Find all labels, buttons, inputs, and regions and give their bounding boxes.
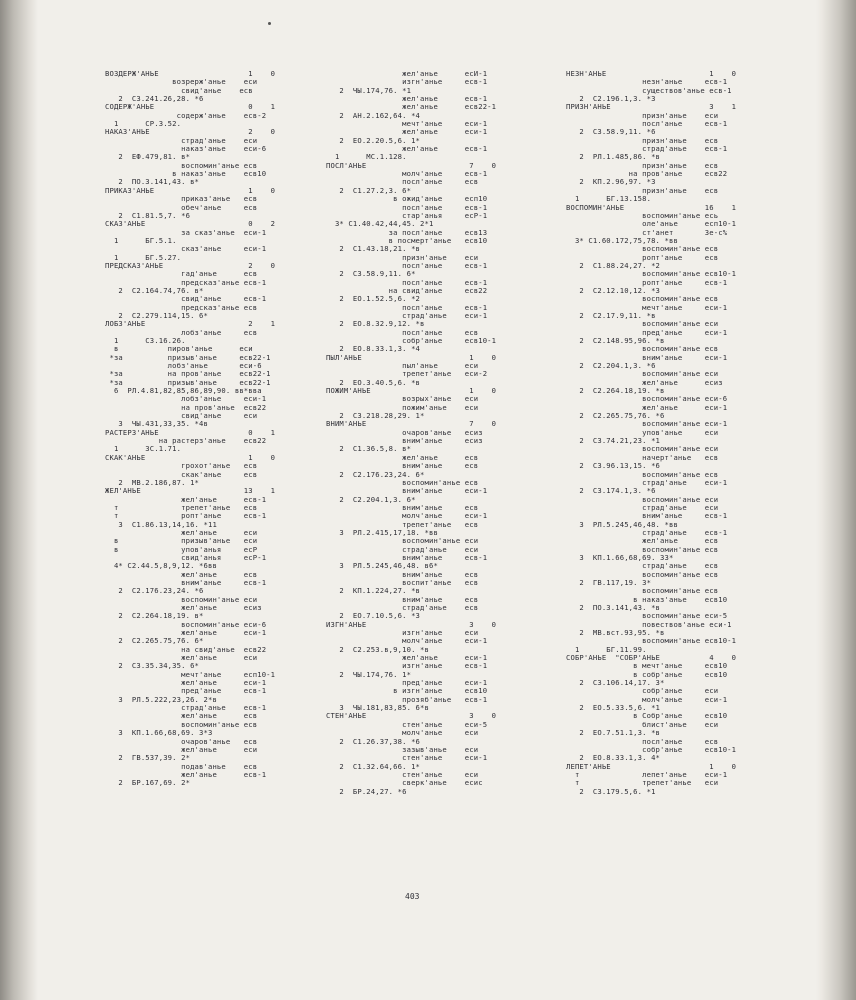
index-line: 2 С3.35.34,35. 6* [105,661,200,671]
index-line: изгн'анье есв-1 [326,661,488,671]
index-line: воспомин'анье есв [566,244,719,254]
index-line: трепет'анье есв [326,519,479,529]
index-line: свид'анье есв [105,85,253,95]
index-line: обеч'анье есв [105,202,258,212]
index-line: 3 КП.1.66,68,69. 3*3 [105,728,213,738]
index-line: 3 РЛ.2.415,17,18. *вв [326,527,438,537]
index-line: воспомин'анье еси-1 [566,419,728,429]
index-line: жел'анье есиз [566,377,723,387]
index-line: пред'анье еси-1 [326,678,488,688]
index-line: пред'анье есв-1 [105,686,267,696]
index-line: за посл'анье есв13 [326,227,488,237]
index-line: воспомин'анье есв [105,719,258,729]
index-line: *за призыв'анье есв22-1 [105,352,271,362]
index-line: 2 С1.32.64,66. 1* [326,761,421,771]
index-line: в мечт'анье есв10 [566,661,728,671]
index-line: жел'анье есв-1 [326,94,488,104]
index-line: воспомин'анье еси-6 [566,394,728,404]
index-line: стен'анье еси-1 [326,753,488,763]
index-line: молч'анье еси-1 [326,636,488,646]
page-gutter-right [816,0,856,1000]
index-line: жел'анье есв [105,569,258,579]
index-line: блист'анье еси [566,719,719,729]
index-line: жел'анье есв-1 [105,494,267,504]
index-line: жел'анье есИ-1 [326,69,488,78]
index-line: трепет'анье еси-2 [326,369,488,379]
index-line: посл'анье есв-1 [326,260,488,270]
index-line: возрерж'анье еси [105,77,258,87]
index-line: мечт'анье еси-1 [566,302,728,312]
index-line: вним'анье есиз [326,436,483,446]
index-line: начерт'анье есв [566,452,719,462]
index-line: жел'анье еси [105,653,258,663]
index-line: наказ'анье еси-6 [105,144,267,154]
index-line: пред'анье еси-1 [566,327,728,337]
index-line: 2 АН.2.162,64. *4 [326,110,421,120]
index-line: пожим'анье еси [326,402,479,412]
index-line: существов'анье есв-1 [566,85,732,95]
index-line: 2 С2.264.18,19. *в [566,386,665,396]
index-line: воспомин'анье есв [566,294,719,304]
index-line: воспомин'анье есв [105,160,258,170]
index-line: в посмерт'анье есв10 [326,235,488,245]
index-line: возрых'анье еси [326,394,479,404]
index-line: жел'анье еси-1 [326,127,488,137]
index-line: жел'анье есиз [105,603,262,612]
index-line: изгн'анье еси [326,628,479,638]
index-column-2 [326,70,496,796]
index-line: РАСТЕРЗ'АНЬЕ 0 1 [105,427,276,437]
index-line: пыл'анье еси [326,361,479,371]
index-line: вним'анье есв [326,594,479,604]
index-line: собр'анье есв10-1 [326,336,497,345]
index-line: жел'анье еси-1 [326,653,488,663]
index-line: подав'анье есв [105,761,258,771]
index-line: незн'анье есв-1 [566,77,728,87]
index-line: воспомин'анье еси [326,536,479,546]
index-line: предсказ'анье есв-1 [105,277,267,287]
index-line: страд'анье еси-1 [326,310,488,320]
index-line: грохот'анье есв [105,461,258,471]
index-line: сказ'анье еси-1 [105,244,267,254]
index-line: 2 ЕО.7.10.5,6. *3 [326,611,421,621]
index-line: воспомин'анье есв [566,544,719,554]
index-line: посл'анье есв-1 [566,119,728,129]
index-line: повествов'анье еси-1 [566,619,732,629]
index-line: 2 МВ.вст.93,95. *в [566,628,665,638]
index-line: собр'анье есв10-1 [566,744,737,754]
index-line: вним'анье есв-1 [326,552,488,562]
index-line: упов'анье еси [566,427,719,437]
index-line: 1 БГ.13.158. [566,194,652,204]
index-line: в пиров'анье еси [105,344,253,354]
index-line: воспомин'анье еси [105,594,258,604]
index-line: страд'анье есв [326,603,479,612]
index-line: вним'анье есв-1 [566,511,728,521]
index-line: 2 С2.176.23,24. *6 [105,586,204,596]
index-line: 2 ПО.3.141,43. *в [566,603,661,612]
index-line: 2 МВ.2.186,87. 1* [105,477,200,487]
index-line: свид'анья есР-1 [105,552,267,562]
index-line: *за призыв'анье есв22-1 [105,377,271,387]
index-line: страд'анье еси [326,544,479,554]
index-line: вним'анье есв-1 [105,577,267,587]
index-line: сверк'анье есис [326,778,483,788]
index-line: 1 БГ.5.27. [105,252,182,262]
index-line: воспомин'анье есв10-1 [566,636,737,646]
index-line: 2 С2.279.114,15. 6* [105,310,208,320]
index-line: прозяб'анье есв-1 [326,694,488,704]
index-line: т трепет'анье еси [566,778,719,788]
index-line: 2 С3.96.13,15. *6 [566,461,661,471]
index-line: 3* С1.60.172,75,78. *вв [566,235,678,245]
index-line: т лепет'анье еси-1 [566,769,728,779]
index-line: в Собр'анье есв10 [566,711,728,721]
index-line: призн'анье еси [326,252,479,262]
index-line: страд'анье есв-1 [105,703,267,713]
index-line: ИЗГН'АНЬЕ 3 0 [326,619,497,629]
index-line: 1 С3.16.26. [105,336,186,345]
index-line: страд'анье есв-1 [566,527,728,537]
index-line: жел'анье еси-1 [105,678,267,688]
index-line: 2 ЧЫ.174,76. 1* [326,669,412,679]
index-line: 3 ЧЫ.431,33,35. *4в [105,419,208,429]
index-line: 2 ЕО.7.51.1,3. *в [566,728,661,738]
index-line: 2 РЛ.1.485,86. *в [566,152,661,162]
index-line: ВНИМ'АНЬЕ 7 0 [326,419,497,429]
index-line: т ропт'анье есв-1 [105,511,267,521]
index-line: предсказ'анье есв [105,302,258,312]
index-line: *за на пров'анье есв22-1 [105,369,271,379]
index-line: жел'анье есв [105,711,258,721]
index-line: воспомин'анье еси [566,494,719,504]
index-line: 3 РЛ.5.245,46,48. *вв [566,519,678,529]
index-line: скак'анье есв [105,469,258,479]
index-line: 2 ГВ.537,39. 2* [105,753,191,763]
index-line: жел'анье есв [326,452,479,462]
index-line: 2 С2.265.75,76. 6* [105,636,204,646]
index-line: вним'анье еси-1 [326,486,488,496]
index-line: в призыв'анье еси [105,536,258,546]
index-line: ПРИЗН'АНЬЕ 3 1 [566,102,737,112]
index-line: посл'анье есв-1 [326,202,488,212]
index-line: воспомин'анье есв [326,477,479,487]
index-line: воспомин'анье еси-6 [105,619,267,629]
index-line: воспомин'анье есв [566,344,719,354]
index-line: 2 С3.106.14,17. 3* [566,678,665,688]
index-line: 2 С3.241.26,28. *6 [105,94,204,104]
index-line: на пров'анье есв22 [566,169,728,179]
index-line: 2 ЕО.8.33.1,3. 4* [566,753,661,763]
index-line: воспомин'анье еси [566,369,719,379]
index-line: свид'анье еси [105,411,258,421]
index-line: лобз'анье еси-6 [105,361,262,371]
index-line: ст'анет Зе-с% [566,227,728,237]
speck [268,22,271,25]
index-line: воспомин'анье есь [566,210,719,220]
index-line: 2 ГВ.117,19. 3* [566,577,652,587]
index-line: воспомин'анье есв [566,469,719,479]
index-line: жел'анье еси [105,744,258,754]
index-line: очаров'анье есв [105,736,258,746]
index-line: СОБР'АНЬЕ "СОБР'АНЬЕ 4 0 [566,653,737,663]
index-line: призн'анье еси [566,110,719,120]
index-line: лобз'анье есв [105,327,258,337]
index-line: т трепет'анье есв [105,502,258,512]
index-line: в упов'анья есР [105,544,258,554]
index-line: 3* С1.40.42,44,45. 2*1 [326,219,434,229]
index-line: 2 БР.167,69. 2* [105,778,191,788]
index-line: жел'анье еси-1 [566,402,728,412]
index-line: 2 ЕО.8.33.1,3. *4 [326,344,421,354]
index-line: 4* С2.44.5,8,9,12. *6вв [105,561,217,571]
index-line: приказ'анье есв [105,194,258,204]
index-line: 2 С2.164.74,76. в* [105,285,204,295]
index-line: 3 РЛ.5.245,46,48. в6* [326,561,438,571]
index-line: на растерз'анье есв22 [105,436,267,446]
index-line: 2 С2.12.10,12. *3 [566,285,661,295]
index-line: мечт'анье есп10-1 [105,669,276,679]
index-line: ПЫЛ'АНЬЕ 1 0 [326,352,497,362]
index-line: молч'анье еси-1 [566,694,728,704]
index-line: стен'анье еси [326,769,479,779]
index-line: за сказ'анье еси-1 [105,227,267,237]
index-line: собр'анье еси [566,686,719,696]
index-line: изгн'анье есв-1 [326,77,488,87]
index-line: жел'анье есв22-1 [326,102,497,112]
index-line: ПРИКАЗ'АНЬЕ 1 0 [105,185,276,195]
index-line: страд'анье еси-1 [566,477,728,487]
index-line: 1 МС.1.128. [326,152,407,162]
index-line: 2 С2.196.1,3. *3 [566,94,656,104]
index-line: на свид'анье есв22 [326,285,488,295]
index-line: 2 ЕО.3.40.5,6. *в [326,377,421,387]
index-line: 2 С2.204.1,3. 6* [326,494,416,504]
index-line: воспомин'анье еси [566,444,719,454]
index-line: 2 ЕО.8.32.9,12. *в [326,319,425,329]
index-line: воспит'анье есв [326,577,479,587]
index-line: 2 БР.24,27. *6 [326,786,407,796]
index-line: 2 С2.176.23,24. 6* [326,469,425,479]
index-line: ПОСЛ'АНЬЕ 7 0 [326,160,497,170]
index-line: жел'анье есв-1 [326,144,488,154]
index-column-1 [105,70,275,788]
index-line: СОДЕРЖ'АНЬЕ 0 1 [105,102,276,112]
index-line: 2 С2.265.75,76. *6 [566,411,665,421]
index-line: 6 РЛ.4.81,82,85,86,89,90. вв*вва [105,386,262,396]
index-line: жел'анье есв [566,536,719,546]
index-line: 2 С2.264.18,19. в* [105,611,204,621]
index-line: жел'анье еси-1 [105,628,267,638]
index-line: 2 С3.58.9,11. 6* [326,269,416,279]
index-line: посл'анье есв [566,736,719,746]
index-line: в наказ'анье есв10 [566,594,728,604]
index-line: 2 С1.88.24,27. *2 [566,260,661,270]
index-line: призн'анье есв [566,135,719,145]
index-line: вним'анье есв [326,502,479,512]
index-line: мечт'анье еси-1 [326,119,488,129]
index-line: 3 С1.86.13,14,16. *11 [105,519,217,529]
index-line: на свид'анье есв22 [105,644,267,654]
index-line: 2 ЕО.2.20.5,6. 1* [326,135,421,145]
index-line: ПРЕДСКАЗ'АНЬЕ 2 0 [105,260,276,270]
index-line: посл'анье есв [326,327,479,337]
index-line: 2 С2.17.9,11. *в [566,310,656,320]
page-gutter-left [0,0,38,1000]
index-line: СТЕН'АНЬЕ 3 0 [326,711,497,721]
index-line: 1 БГ.11.99. [566,644,647,654]
index-line: 2 С1.27.2,3. 6* [326,185,412,195]
index-line: воспомин'анье еси-5 [566,611,728,621]
index-line: стар'анья есР-1 [326,210,488,220]
index-line: воспомин'анье есв [566,569,719,579]
index-line: СКАЗ'АНЬЕ 0 2 [105,219,276,229]
index-line: лобз'анье еси-1 [105,394,267,404]
index-line: жел'анье есв-1 [105,769,267,779]
index-line: вним'анье еси-1 [566,352,728,362]
index-line: молч'анье еси [326,728,479,738]
index-line: 1 СР.3.52. [105,119,182,129]
index-line: 1 БГ.5.1. [105,235,177,245]
index-line: вним'анье есв [326,569,479,579]
index-line: 2 КП.2.96,97. *3 [566,177,656,187]
index-line: 2 С3.58.9,11. *6 [566,127,656,137]
index-line: гад'анье есв [105,269,258,279]
index-line: посл'анье есв [326,177,479,187]
index-line: 3 ЧЫ.181,83,85. 6*в [326,703,429,713]
index-line: 2 ЕО.5.33.5,6. *1 [566,703,661,713]
index-line: 2 ЕО.1.52.5,6. *2 [326,294,421,304]
index-line: 2 С3.179.5,6. *1 [566,786,656,796]
index-line: ПОЖИМ'АНЬЕ 1 0 [326,386,497,396]
index-line: ропт'анье есв [566,252,719,262]
index-line: 3 РЛ.5.222,23,26. 2*в [105,694,217,704]
index-line: 2 ЕФ.479,81. в* [105,152,191,162]
index-line: СКАК'АНЬЕ 1 0 [105,452,276,462]
index-line: молч'анье есв-1 [326,169,488,179]
index-line: 2 С1.81.5,7. *6 [105,210,191,220]
index-line: зазыв'анье еси [326,744,479,754]
index-line: НАКАЗ'АНЬЕ 2 0 [105,127,276,137]
index-line: воспомин'анье еси [566,319,719,329]
index-line: в наказ'анье есв10 [105,169,267,179]
index-line: жел'анье еси [105,527,258,537]
index-line: посл'анье есв-1 [326,302,488,312]
index-line: НЕЗН'АНЬЕ 1 0 [566,69,737,78]
index-line: 1 ЗС.1.71. [105,444,182,454]
index-line: 2 С2.148.95,96. *в [566,336,665,345]
index-line: оле'анье есп10-1 [566,219,737,229]
index-line: страд'анье еси [105,135,258,145]
index-line: ропт'анье есв-1 [566,277,728,287]
index-line: 2 С2.204.1,3. *6 [566,361,656,371]
index-line: 2 ПО.3.141,43. в* [105,177,200,187]
index-line: ВОЗДЕРЖ'АНЬЕ 1 0 [105,69,276,78]
index-line: воспомин'анье есв [566,586,719,596]
index-line: в изгн'анье есв10 [326,686,488,696]
index-line: 2 С1.26.37,38. *6 [326,736,421,746]
index-line: 3 КП.1.66,68,69. 33* [566,552,674,562]
index-line: посл'анье есв-1 [326,277,488,287]
index-line: страд'анье есв-1 [566,144,728,154]
index-line: 2 С2.253.в,9,10. *в [326,644,429,654]
index-line: свид'анье есв-1 [105,294,267,304]
index-line: ЛОБЗ'АНЬЕ 2 1 [105,319,276,329]
page-number: 403 [405,892,420,901]
index-line: ВОСПОМИН'АНЬЕ 16 1 [566,202,737,212]
index-line: на пров'анье есв22 [105,402,267,412]
index-line: воспомин'анье есв10-1 [566,269,737,279]
index-line: призн'анье есв [566,185,719,195]
index-line: 2 С1.43.18,21. *в [326,244,421,254]
index-line: 2 С3.174.1,3. *6 [566,486,656,496]
index-line: содерж'анье есв-2 [105,110,267,120]
index-line: 2 КП.1.224,27. *в [326,586,421,596]
index-line: вним'анье есв [326,461,479,471]
index-line: ЖЕЛ'АНЬЕ 13 1 [105,486,276,496]
index-line: в ожид'анье есп10 [326,194,488,204]
index-line: очаров'анье есиз [326,427,483,437]
index-line: 2 С3.218.28,29. 1* [326,411,425,421]
index-column-3 [566,70,736,796]
index-line: 2 ЧЫ.174,76. *1 [326,85,412,95]
index-line: 2 С1.36.5,8. в* [326,444,412,454]
index-line: ЛЕПЕТ'АНЬЕ 1 0 [566,761,737,771]
index-line: 2 С3.74.21,23. *1 [566,436,661,446]
index-line: молч'анье еси-1 [326,511,488,521]
index-line: страд'анье есв [566,561,719,571]
index-line: страд'анье еси [566,502,719,512]
index-line: в собр'анье есв10 [566,669,728,679]
index-line: призн'анье есв [566,160,719,170]
index-line: стен'анье еси-5 [326,719,488,729]
